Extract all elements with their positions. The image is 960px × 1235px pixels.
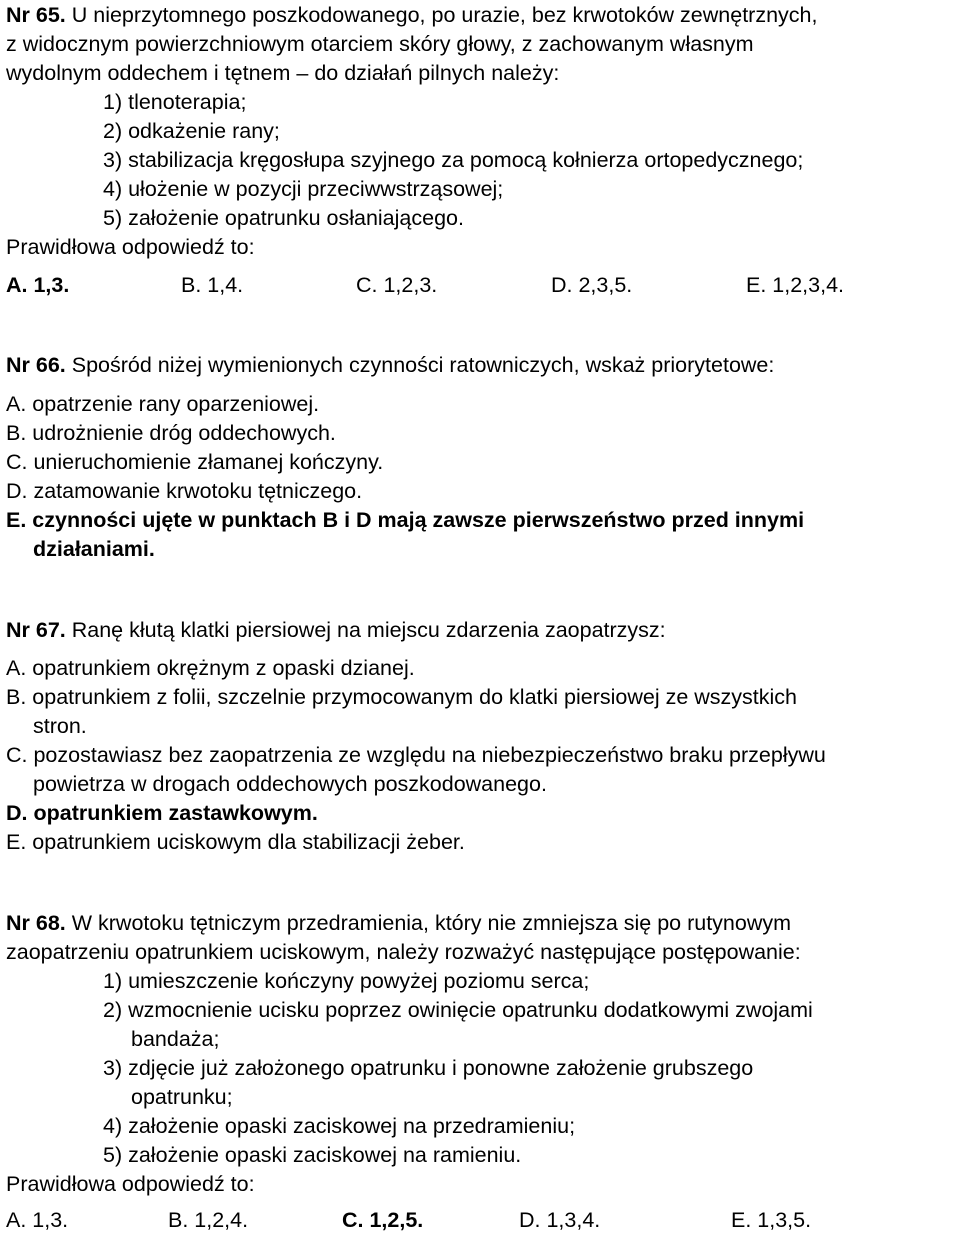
option-item: A. opatrzenie rany oparzeniowej. [6,392,320,416]
question-text-line: Nr 65. U nieprzytomnego poszkodowanego, po urazie, bez krwotoków zewnętrznych, [6,3,818,27]
answer-choice: E. 1,2,3,4. [746,273,845,297]
answer-prompt: Prawidłowa odpowiedź to: [6,1172,255,1196]
option-item: B. udrożnienie dróg oddechowych. [6,421,336,445]
option-item-correct-continuation: działaniami. [33,537,155,561]
option-item: 4) ułożenie w pozycji przeciwwstrząsowej; [103,177,504,201]
question-text-line: Nr 67. Ranę kłutą klatki piersiowej na miejscu zdarzenia zaopatrzysz: [6,618,666,642]
option-item: 1) umieszczenie kończyny powyżej poziomu serca; [103,969,590,993]
option-item: 2) odkażenie rany; [103,119,280,143]
answer-choice: A. 1,3. [6,273,70,297]
option-item: 5) założenie opatrunku osłaniającego. [103,206,464,230]
question-text-line: Nr 66. Spośród niżej wymienionych czynności ratowniczych, wskaż priorytetowe: [6,353,775,377]
answer-choice: C. 1,2,3. [356,273,438,297]
option-item: 3) stabilizacja kręgosłupa szyjnego za pomocą kołnierza ortopedycznego; [103,148,804,172]
option-item-continuation: bandaża; [131,1027,220,1051]
option-item-continuation: stron. [33,714,87,738]
question-text-line: Nr 68. W krwotoku tętniczym przedramienia, który nie zmniejsza się po rutynowym [6,911,792,935]
question-text-line: wydolnym oddechem i tętnem – do działań pilnych należy: [6,61,560,85]
question-number: Nr 65. [6,3,66,27]
answer-choice: D. 2,3,5. [551,273,633,297]
option-item: 5) założenie opaski zaciskowej na ramieniu. [103,1143,522,1167]
answer-choice: E. 1,3,5. [731,1208,812,1232]
option-item-correct: D. opatrunkiem zastawkowym. [6,801,318,825]
answer-choice: B. 1,4. [181,273,244,297]
answer-prompt: Prawidłowa odpowiedź to: [6,235,255,259]
option-item: 2) wzmocnienie ucisku poprzez owinięcie opatrunku dodatkowymi zwojami [103,998,813,1022]
option-item: D. zatamowanie krwotoku tętniczego. [6,479,363,503]
option-item: E. opatrunkiem uciskowym dla stabilizacji żeber. [6,830,465,854]
option-item-continuation: powietrza w drogach oddechowych poszkodowanego. [33,772,547,796]
question-text-line: zaopatrzeniu opatrunkiem uciskowym, należy rozważyć następujące postępowanie: [6,940,801,964]
option-item: 3) zdjęcie już założonego opatrunku i ponowne założenie grubszego [103,1056,754,1080]
question-text-line: z widocznym powierzchniowym otarciem skóry głowy, z zachowanym własnym [6,32,754,56]
option-item-continuation: opatrunku; [131,1085,233,1109]
option-item: 1) tlenoterapia; [103,90,247,114]
option-item-correct: E. czynności ujęte w punktach B i D mają zawsze pierwszeństwo przed innymi [6,508,805,532]
option-item: 4) założenie opaski zaciskowej na przedramieniu; [103,1114,576,1138]
question-number: Nr 66. [6,353,66,377]
option-item: C. unieruchomienie złamanej kończyny. [6,450,384,474]
question-number: Nr 67. [6,618,66,642]
option-item: B. opatrunkiem z folii, szczelnie przymocowanym do klatki piersiowej ze wszystkich [6,685,797,709]
answer-choice: D. 1,3,4. [519,1208,601,1232]
answer-choice: A. 1,3. [6,1208,69,1232]
answer-choice: B. 1,2,4. [168,1208,249,1232]
option-item: C. pozostawiasz bez zaopatrzenia ze względu na niebezpieczeństwo braku przepływu [6,743,826,767]
option-item: A. opatrunkiem okrężnym z opaski dzianej. [6,656,415,680]
answer-choice: C. 1,2,5. [342,1208,424,1232]
question-number: Nr 68. [6,911,66,935]
